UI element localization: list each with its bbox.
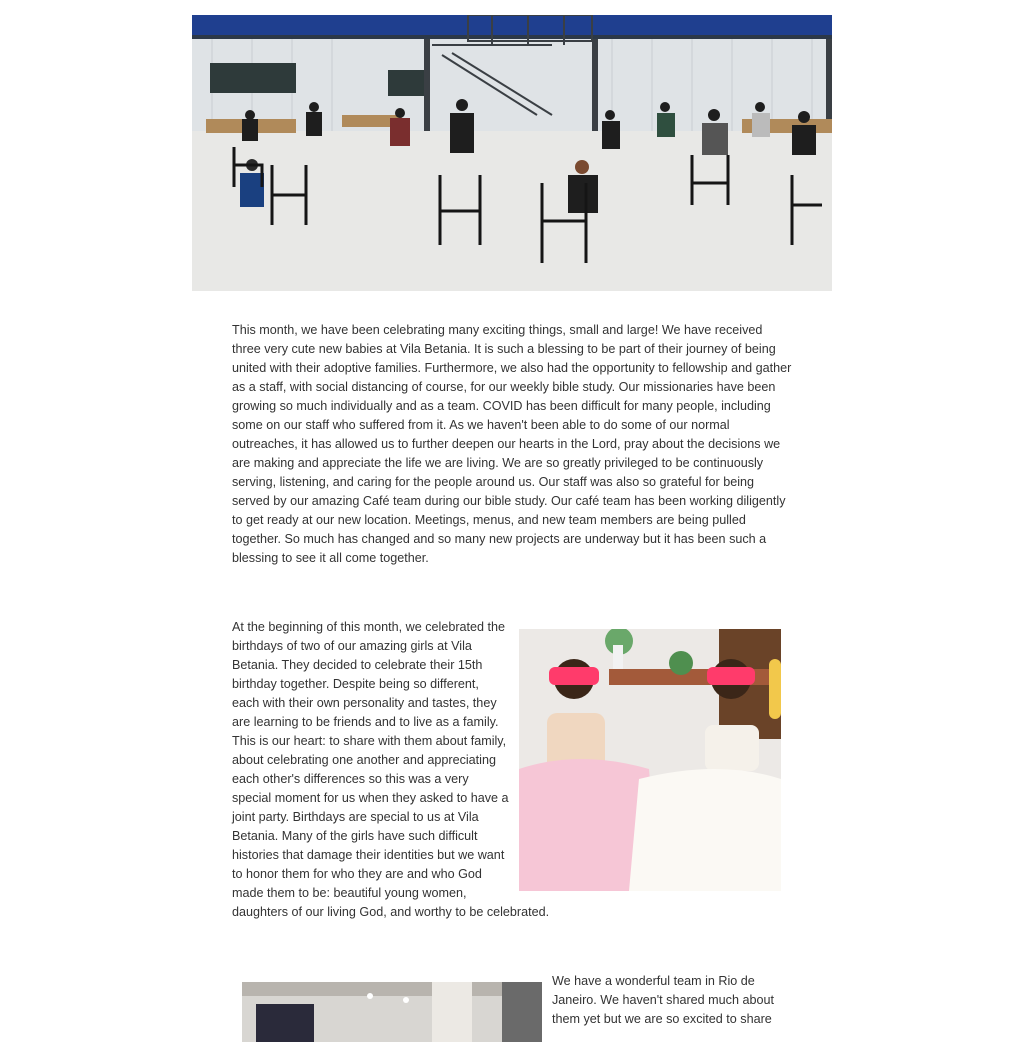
photo-team-room-icon bbox=[242, 982, 542, 1042]
face-blur bbox=[549, 667, 599, 685]
article-paragraph: We have a wonderful team in Rio de Janeiro. We haven't shared much about them yet but we are so excited to share bbox=[552, 974, 774, 1026]
team-section bbox=[242, 972, 787, 1042]
face-blur bbox=[707, 667, 755, 685]
photo-birthday-girls-icon bbox=[519, 629, 781, 891]
article-paragraph: This month, we have been celebrating many exciting things, small and large! We have received three very cute new babies at Vila Betania. It is such a blessing to be part of their journey of being united with their adoptive families. Furthermore, we also had the opportunity to fellowship and gather as a staff, with social distancing of course, for our weekly bible study. Our missionaries have been growing so much individually and as a team. COVID has been difficult for many people, including some on our staff who suffered from it. As we haven't been able to do some of our normal outreaches, it has allowed us to further deepen our hearts in the Lord, pray about the decisions we are making and appreciate the life we are living. We are so greatly privileged to be continuously serving, listening, and caring for the people around us. Our staff was also so grateful for being served by our amazing Café team during our bible study. Our café team has been working diligently to get ready at our new location. Meetings, menus, and new team members are being pulled together. So much has changed and so many new projects are underway but it has been such a blessing to see it all come together. bbox=[232, 323, 792, 565]
hero-photo bbox=[192, 15, 832, 291]
birthday-section bbox=[232, 618, 792, 922]
article-paragraph: At the beginning of this month, we celebrated the birthdays of two of our amazing girls at Vila Betania. They decided to celebrate their 15th birthday together. Despite being so different, each with their own personality and tastes, they are learning to be friends and to live as a family. This is our heart: to share with them about family, about celebrating one another and appreciating each other's differences so this was a very special moment for us when they asked to have a joint party. Birthdays are special to us at Vila Betania. Many of the girls have such difficult histories that damage their identities but we want to honor them for who they are and who God made them to be: beautiful young women, daughters of our living God, and worthy to be celebrated. bbox=[232, 620, 550, 919]
photo-meeting-room-icon bbox=[192, 15, 832, 291]
